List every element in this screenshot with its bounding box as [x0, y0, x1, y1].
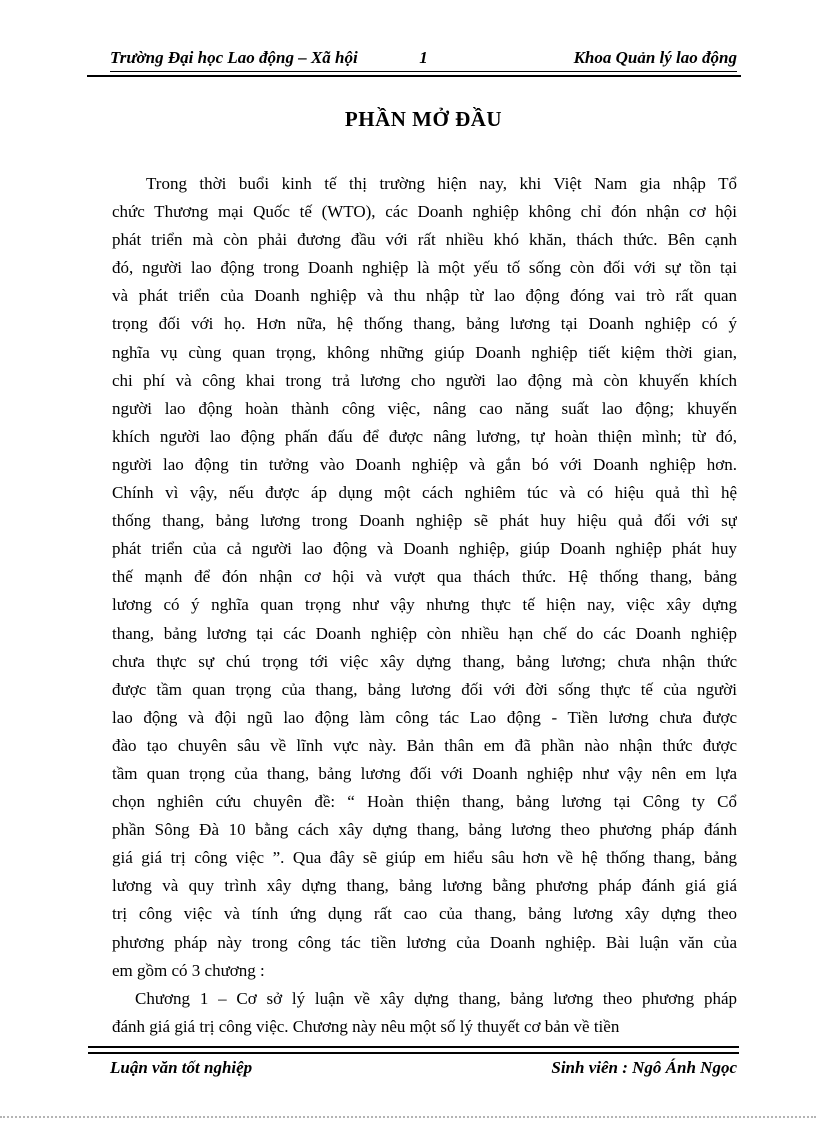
text-line: tầm quan trọng của thang, bảng lương đối với Doanh nghiệp như vậy nên em lựa: [112, 763, 737, 783]
text-line: giá giá trị công việc ”. Qua đây sẽ giúp em hiểu sâu hơn về hệ thống thang, bảng: [112, 848, 737, 868]
text-line: trị công việc và tính ứng dụng rất cao của thang, bảng lương xây dựng theo: [112, 904, 737, 924]
text-line: phương pháp này trong công tác tiền lương của Doanh nghiệp. Bài luận văn của: [112, 932, 737, 952]
body-text: [112, 170, 737, 1041]
text-line: thế mạnh để đón nhận cơ hội và vượt qua thách thức. Hệ thống thang, bảng: [112, 567, 737, 587]
header-rule: [87, 75, 741, 77]
page-header-row: [110, 47, 737, 72]
text-line: thang, bảng lương tại các Doanh nghiệp còn nhiều hạn chế do các Doanh nghiệp: [112, 623, 737, 643]
text-line: phát triển của cả người lao động và Doanh nghiệp, giúp Doanh nghiệp phát huy: [112, 539, 737, 559]
footer-rule: [88, 1046, 739, 1054]
page-number: 1: [419, 48, 428, 67]
text-line: lương và quy trình xây dựng thang, bảng lương bằng phương pháp đánh giá giá: [112, 876, 737, 896]
text-line: chọn nghiên cứu chuyên đề: “ Hoàn thiện thang, bảng lương tại Công ty Cổ: [112, 792, 737, 812]
text-line: khích người lao động phấn đấu để được nâng lương, tự hoàn thiện mình; từ đó,: [112, 426, 737, 446]
text-line: người lao động hoàn thành công việc, nâng cao năng suất lao động; khuyến: [112, 398, 737, 418]
footer-student-name: Sinh viên : Ngô Ánh Ngọc: [551, 1058, 737, 1077]
header-institution: Trường Đại học Lao động – Xã hội: [110, 48, 358, 67]
text-line: thống thang, bảng lương trong Doanh nghiệp sẽ phát huy hiệu quả đối với sự: [112, 511, 737, 531]
page-break-dotted-line: [0, 1116, 816, 1118]
text-line: và phát triển của Doanh nghiệp và thu nhập từ lao động đóng vai trò rất quan: [112, 286, 737, 306]
text-line: nghĩa vụ cùng quan trọng, không những giúp Doanh nghiệp tiết kiệm thời gian,: [112, 342, 737, 362]
text-line: đào tạo chuyên sâu về lĩnh vực này. Bản thân em đã phần nào nhận thức được: [112, 735, 737, 755]
page-title: PHẦN MỞ ĐẦU: [344, 107, 503, 131]
text-line: đánh giá giá trị công việc. Chương này nêu một số lý thuyết cơ bản về tiền: [112, 1016, 620, 1036]
text-line: Chính vì vậy, nếu được áp dụng một cách nghiêm túc và có hiệu quả thì hệ: [112, 483, 737, 503]
text-line: người lao động tin tưởng vào Doanh nghiệp và gắn bó với Doanh nghiệp hơn.: [112, 454, 737, 474]
text-line: Chương 1 – Cơ sở lý luận về xây dựng thang, bảng lương theo phương pháp: [135, 988, 737, 1008]
text-line: lao động và đội ngũ lao động làm công tác Lao động - Tiền lương chưa được: [112, 707, 737, 727]
text-line: được tầm quan trọng của thang, bảng lương đối với đời sống thực tế của người: [112, 679, 737, 699]
text-line: chức Thương mại Quốc tế (WTO), các Doanh nghiệp không chỉ đón nhận cơ hội: [112, 202, 737, 222]
footer-thesis-label: Luận văn tốt nghiệp: [110, 1058, 253, 1077]
text-line: phát triển mà còn phải đương đầu với rất nhiều khó khăn, thách thức. Bên cạnh: [112, 230, 737, 250]
text-line: phần Sông Đà 10 bằng cách xây dựng thang, bảng lương theo phương pháp đánh: [112, 820, 737, 840]
text-line: chưa thực sự chú trọng tới việc xây dựng thang, bảng lương; chưa nhận thức: [112, 651, 737, 671]
page-header: [110, 47, 737, 77]
text-line: Trong thời buổi kinh tế thị trường hiện nay, khi Việt Nam gia nhập Tổ: [146, 174, 737, 193]
text-line: trọng đối với họ. Hơn nữa, hệ thống thang, bảng lương tại Doanh nghiệp có ý: [112, 314, 737, 334]
text-line: đó, người lao động trong Doanh nghiệp là một yếu tố sống còn đối với sự tồn tại: [112, 258, 737, 278]
text-line: lương có ý nghĩa quan trọng như vậy nhưng thực tế hiện nay, việc xây dựng: [112, 595, 737, 615]
header-faculty: Khoa Quản lý lao động: [573, 48, 737, 67]
page-footer: [110, 1057, 737, 1079]
text-line: chi phí và công khai trong trả lương cho người lao động mà còn khuyến khích: [112, 370, 737, 390]
text-line: em gồm có 3 chương :: [112, 960, 265, 980]
